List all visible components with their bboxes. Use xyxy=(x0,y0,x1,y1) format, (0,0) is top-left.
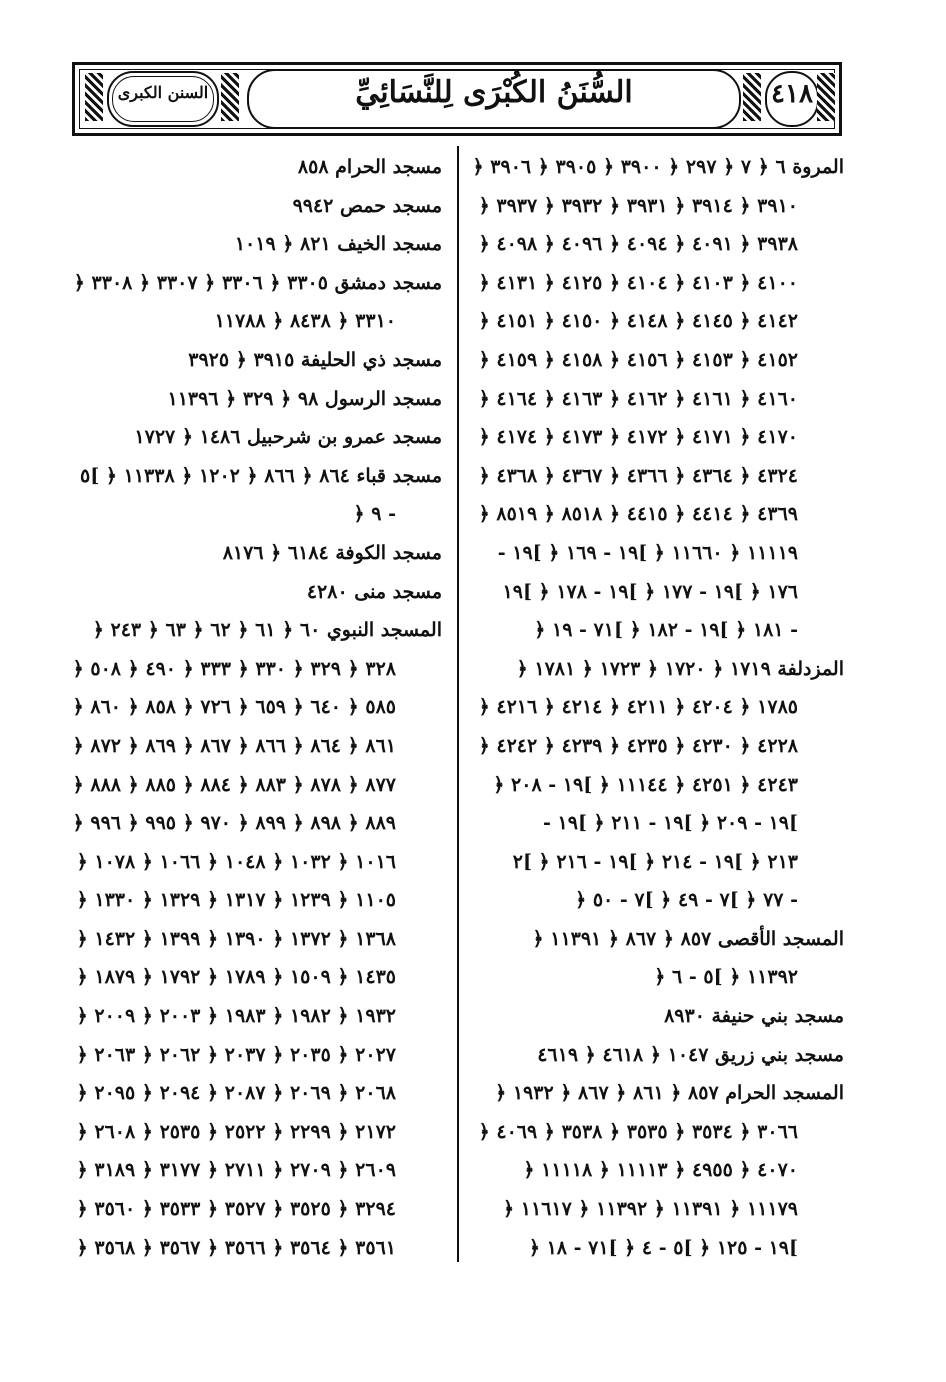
index-entry: المسجد الحرام ٨٥٧ ﴿ ٨٦١ ﴿ ٨٦٧ ﴿ ١٩٣٢ ﴿ xyxy=(495,1082,844,1105)
index-line: ١٧٨٥ ﴿ ٤٢٠٤ ﴿ ٤٢١١ ﴿ ٤٢١٤ ﴿ ٤٢١٦ ﴿ xyxy=(478,696,798,719)
index-line: ٤٢٢٨ ﴿ ٤٢٣٠ ﴿ ٤٢٣٥ ﴿ ٤٢٣٩ ﴿ ٤٢٤٢ ﴿ xyxy=(478,734,798,757)
index-line: المروة ٦ ﴿ ٧ ﴿ ٢٩٧ ﴿ ٣٩٠٠ ﴿ ٣٩٠٥ ﴿ ٣٩٠٦ ﴿ xyxy=(472,156,844,178)
title-cartouche xyxy=(247,69,741,129)
index-entry: مسجد دمشق ٣٣٠٥ ﴿ ٣٣٠٦ ﴿ ٣٣٠٧ ﴿ ٣٣٠٨ ﴿ xyxy=(73,271,442,294)
index-line: ٤١٧٠ ﴿ ٤١٧١ ﴿ ٤١٧٢ ﴿ ٤١٧٣ ﴿ ٤١٧٤ ﴿ xyxy=(478,426,798,449)
index-line: ١٧٦ ﴿ ]١٩ - ١٧٧ ﴿ ]١٩ - ١٧٨ ﴿ ]١٩ xyxy=(502,580,798,603)
ornament-left-inner xyxy=(221,73,239,121)
index-entry: مسجد الخيف ٨٢١ ﴿ ١٠١٩ xyxy=(234,233,442,256)
index-line: ١١١٧٩ ﴿ ١١٣٩١ ﴿ ١١٣٩٢ ﴿ ١١٦١٧ ﴿ xyxy=(503,1198,798,1221)
index-line: ٤٣٢٤ ﴿ ٤٣٦٤ ﴿ ٤٣٦٦ ﴿ ٤٣٦٧ ﴿ ٤٣٦٨ ﴿ xyxy=(478,464,798,487)
index-line: - ٩ ﴿ xyxy=(353,503,396,526)
index-line: ١٤٣٥ ﴿ ١٥٠٩ ﴿ ١٧٨٩ ﴿ ١٧٩٢ ﴿ ١٨٧٩ ﴿ xyxy=(76,966,396,989)
page-header xyxy=(72,62,842,136)
index-entry: مسجد بني حنيفة ٨٩٣٠ xyxy=(664,1005,844,1028)
index-entry: مسجد الرسول ٩٨ ﴿ ٣٢٩ ﴿ ١١٣٩٦ xyxy=(167,387,442,410)
index-line: ١٣٦٨ ﴿ ١٣٧٢ ﴿ ١٣٩٠ ﴿ ١٣٩٩ ﴿ ١٤٣٢ ﴿ xyxy=(76,927,396,950)
index-entry: مسجد حمص ٩٩٤٢ xyxy=(292,194,442,217)
index-line: ١١٣٩٢ ﴿ ]٥ - ٦ ﴿ xyxy=(654,966,798,989)
index-line: - ١٨١ ﴿ ]١٩ - ١٨٢ ﴿ ]٧١ - ١٩ ﴿ xyxy=(534,619,798,642)
index-line: ٢١٣ ﴿ ]١٩ - ٢١٤ ﴿ ]١٩ - ٢١٦ ﴿ ]٢ xyxy=(512,850,798,873)
index-line: ٢٦٠٩ ﴿ ٢٧٠٩ ﴿ ٢٧١١ ﴿ ٣١٧٧ ﴿ ٣١٨٩ ﴿ xyxy=(76,1159,396,1182)
left-column xyxy=(72,148,442,1267)
index-line: ٤١٠٠ ﴿ ٤١٠٣ ﴿ ٤١٠٤ ﴿ ٤١٢٥ ﴿ ٤١٣١ ﴿ xyxy=(478,271,798,294)
index-line: ]١٩ - ١٢٥ ﴿ ]٥ - ٤ ﴿ ]٧١ - ١٨ ﴿ xyxy=(528,1236,798,1259)
index-line: ٥٨٥ ﴿ ٦٤٠ ﴿ ٦٥٩ ﴿ ٧٢٦ ﴿ ٨٥٨ ﴿ ٨٦٠ ﴿ xyxy=(72,696,396,719)
book-title: السُّنَنُ الكُبْرَى لِلنَّسَائِيِّ xyxy=(355,75,633,110)
index-entry: المزدلفة ١٧١٩ ﴿ ١٧٢٠ ﴿ ١٧٢٣ ﴿ ١٧٨١ ﴿ xyxy=(516,657,844,680)
index-line: ١٠١٦ ﴿ ١٠٣٢ ﴿ ١٠٤٨ ﴿ ١٠٦٦ ﴿ ١٠٧٨ ﴿ xyxy=(76,850,396,873)
index-line: ٣٢٨ ﴿ ٣٢٩ ﴿ ٣٣٠ ﴿ ٣٣٣ ﴿ ٤٩٠ ﴿ ٥٠٨ ﴿ xyxy=(72,657,396,680)
index-line: ٣٩٣٨ ﴿ ٤٠٩١ ﴿ ٤٠٩٤ ﴿ ٤٠٩٦ ﴿ ٤٠٩٨ ﴿ xyxy=(478,233,798,256)
index-line: ٢١٧٢ ﴿ ٢٢٩٩ ﴿ ٢٥٢٢ ﴿ ٢٥٣٥ ﴿ ٢٦٠٨ ﴿ xyxy=(76,1120,396,1143)
column-divider xyxy=(457,146,459,1262)
index-line: ٤٢٤٣ ﴿ ٤٢٥١ ﴿ ١١١٤٤ ﴿ ]١٩ - ٢٠٨ ﴿ xyxy=(493,773,798,796)
index-entry: المسجد الأقصى ٨٥٧ ﴿ ٨٦٧ ﴿ ١١٣٩١ ﴿ xyxy=(532,927,844,950)
page-number: ٤١٨ xyxy=(771,79,813,109)
index-entry: مسجد قباء ٨٦٤ ﴿ ٨٦٦ ﴿ ١٢٠٢ ﴿ ١١٣٣٨ ﴿ ]٥ xyxy=(80,464,442,487)
logo-text: السنن الكبرى xyxy=(117,83,209,102)
index-entry: مسجد منى ٤٢٨٠ xyxy=(306,580,442,603)
index-line: ١١٠٥ ﴿ ١٢٣٩ ﴿ ١٣١٧ ﴿ ١٣٢٩ ﴿ ١٣٣٠ ﴿ xyxy=(76,889,396,912)
index-line: ٤٣٦٩ ﴿ ٤٤١٤ ﴿ ٤٤١٥ ﴿ ٨٥١٨ ﴿ ٨٥١٩ ﴿ xyxy=(478,503,798,526)
index-line: ٤١٦٠ ﴿ ٤١٦١ ﴿ ٤١٦٢ ﴿ ٤١٦٣ ﴿ ٤١٦٤ ﴿ xyxy=(478,387,798,410)
index-line: ٨٨٩ ﴿ ٨٩٨ ﴿ ٨٩٩ ﴿ ٩٧٠ ﴿ ٩٩٥ ﴿ ٩٩٦ ﴿ xyxy=(72,812,396,835)
index-line: ٣٢٩٤ ﴿ ٣٥٢٥ ﴿ ٣٥٢٧ ﴿ ٣٥٣٣ ﴿ ٣٥٦٠ ﴿ xyxy=(76,1198,396,1221)
index-line: - ٧٧ ﴿ ]٧ - ٤٩ ﴿ ]٧ - ٥٠ ﴿ xyxy=(575,889,798,912)
index-line: ٢٠٦٨ ﴿ ٢٠٦٩ ﴿ ٢٠٨٧ ﴿ ٢٠٩٤ ﴿ ٢٠٩٥ ﴿ xyxy=(76,1082,396,1105)
index-line: ٣٠٦٦ ﴿ ٣٥٣٤ ﴿ ٣٥٣٥ ﴿ ٣٥٣٨ ﴿ ٤٠٦٩ ﴿ xyxy=(478,1120,798,1143)
index-line: ]١٩ - ٢٠٩ ﴿ ]١٩ - ٢١١ ﴿ ]١٩ - xyxy=(543,812,798,835)
index-entry: المسجد النبوي ٦٠ ﴿ ٦١ ﴿ ٦٢ ﴿ ٦٣ ﴿ ٢٤٣ ﴿ xyxy=(92,619,442,642)
index-line: ٣٣١٠ ﴿ ٨٤٣٨ ﴿ ١١٧٨٨ xyxy=(214,310,396,333)
index-line: ١١١١٩ ﴿ ١١٦٦٠ ﴿ ]١٩ - ١٦٩ ﴿ ]١٩ - xyxy=(497,541,798,564)
index-line: ٨٦١ ﴿ ٨٦٤ ﴿ ٨٦٦ ﴿ ٨٦٧ ﴿ ٨٦٩ ﴿ ٨٧٢ ﴿ xyxy=(72,734,396,757)
index-entry: مسجد بني زريق ١٠٤٧ ﴿ ٤٦١٨ ﴿ ٤٦١٩ xyxy=(537,1043,844,1066)
index-line: ٣٩١٠ ﴿ ٣٩١٤ ﴿ ٣٩٣١ ﴿ ٣٩٣٢ ﴿ ٣٩٣٧ ﴿ xyxy=(478,194,798,217)
index-entry: مسجد ذي الحليفة ٣٩١٥ ﴿ ٣٩٢٥ xyxy=(188,348,442,371)
index-line: ٣٥٦١ ﴿ ٣٥٦٤ ﴿ ٣٥٦٦ ﴿ ٣٥٦٧ ﴿ ٣٥٦٨ ﴿ xyxy=(76,1236,396,1259)
index-entry: مسجد الحرام ٨٥٨ xyxy=(297,156,442,178)
index-line: ٤١٥٢ ﴿ ٤١٥٣ ﴿ ٤١٥٦ ﴿ ٤١٥٨ ﴿ ٤١٥٩ ﴿ xyxy=(478,348,798,371)
index-line: ٨٧٧ ﴿ ٨٧٨ ﴿ ٨٨٣ ﴿ ٨٨٤ ﴿ ٨٨٥ ﴿ ٨٨٨ ﴿ xyxy=(72,773,396,796)
ornament-right-inner xyxy=(743,73,761,121)
index-line: ١٩٣٢ ﴿ ١٩٨٢ ﴿ ١٩٨٣ ﴿ ٢٠٠٣ ﴿ ٢٠٠٩ ﴿ xyxy=(76,1005,396,1028)
index-entry: مسجد عمرو بن شرحبيل ١٤٨٦ ﴿ ١٧٢٧ xyxy=(134,426,442,449)
right-column xyxy=(470,148,844,1267)
index-entry: مسجد الكوفة ٦١٨٤ ﴿ ٨١٧٦ xyxy=(222,541,442,564)
page-number-medallion xyxy=(765,71,819,127)
logo-medallion xyxy=(107,71,219,127)
index-line: ٤٠٧٠ ﴿ ٤٩٥٥ ﴿ ١١١١٣ ﴿ ١١١١٨ ﴿ xyxy=(523,1159,798,1182)
index-line: ٢٠٢٧ ﴿ ٢٠٣٥ ﴿ ٢٠٣٧ ﴿ ٢٠٦٢ ﴿ ٢٠٦٣ ﴿ xyxy=(76,1043,396,1066)
ornament-right xyxy=(817,73,835,121)
ornament-left xyxy=(85,73,103,121)
index-line: ٤١٤٢ ﴿ ٤١٤٥ ﴿ ٤١٤٨ ﴿ ٤١٥٠ ﴿ ٤١٥١ ﴿ xyxy=(478,310,798,333)
